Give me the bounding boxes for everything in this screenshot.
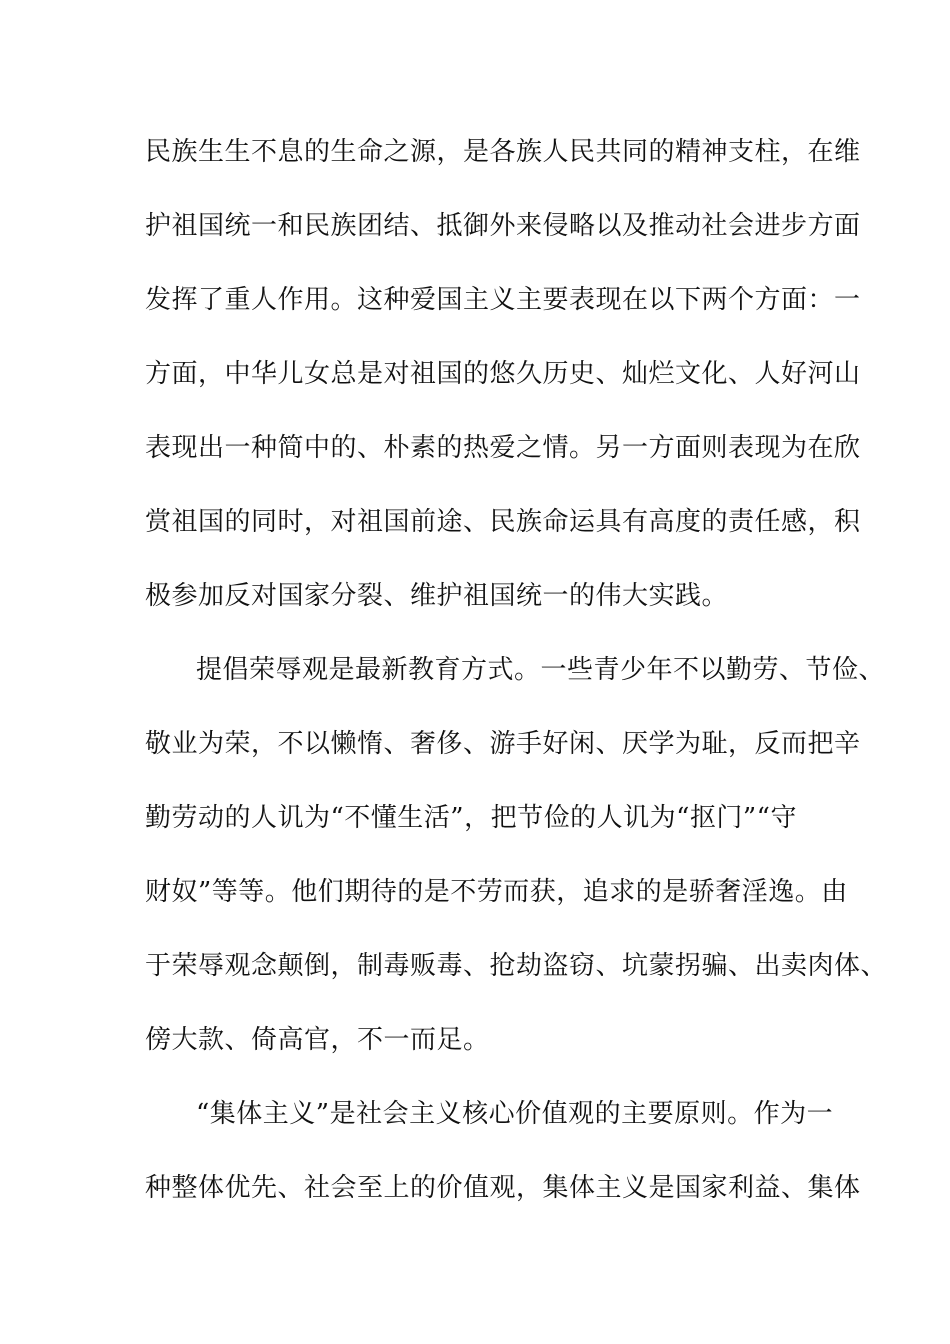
paragraph-first-line: 提倡荣辱观是最新教育方式。一些青少年不以勤劳、节俭、: [196, 655, 886, 685]
paragraph-first-line: “集体主义”是社会主义核心价值观的主要原则。作为一: [196, 1099, 834, 1129]
text-line: 敬业为荣，不以懒惰、奢侈、游手好闲、厌学为耻，反而把辛: [145, 729, 861, 759]
text-line: 发挥了重人作用。这种爱国主义主要表现在以下两个方面：一: [145, 285, 861, 315]
text-line: 财奴”等等。他们期待的是不劳而获，追求的是骄奢淫逸。由: [145, 877, 848, 907]
text-line: 勤劳动的人讥为“不懂生活”，把节俭的人讥为“抠门”“守: [145, 803, 797, 833]
text-line: 赏祖国的同时，对祖国前途、民族命运具有高度的责任感，积: [145, 507, 861, 537]
text-line: 傍大款、倚高官，不一而足。: [145, 1025, 490, 1055]
text-line: 于荣辱观念颠倒，制毒贩毒、抢劫盗窃、坑蒙拐骗、出卖肉体、: [145, 951, 888, 981]
text-line: 民族生生不息的生命之源，是各族人民共同的精神支柱，在维: [145, 137, 861, 167]
text-line: 种整体优先、社会至上的价值观，集体主义是国家利益、集体: [145, 1173, 861, 1203]
text-line: 方面，中华儿女总是对祖国的悠久历史、灿烂文化、人好河山: [145, 359, 861, 389]
text-line: 护祖国统一和民族团结、抵御外来侵略以及推动社会进步方面: [145, 211, 861, 241]
text-line: 表现出一种简中的、朴素的热爱之情。另一方面则表现为在欣: [145, 433, 861, 463]
text-line: 极参加反对国家分裂、维护祖国统一的伟大实践。: [145, 581, 729, 611]
